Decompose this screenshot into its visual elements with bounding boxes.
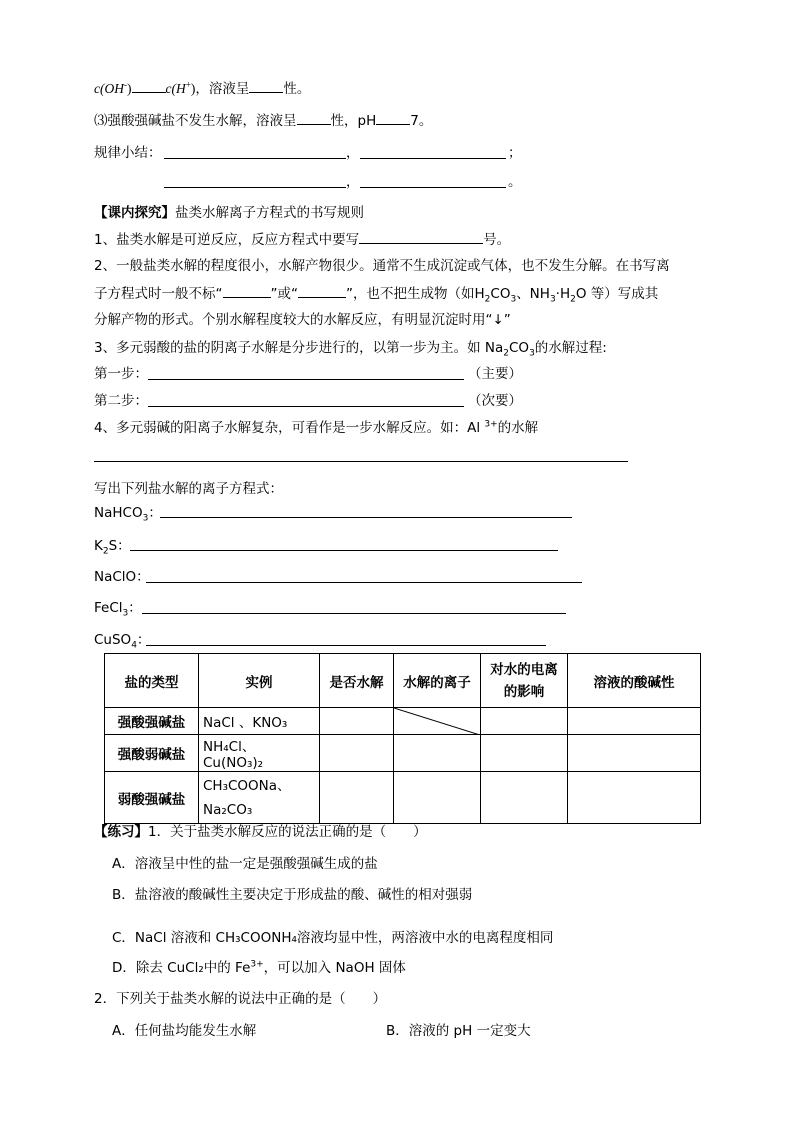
practice-2-question: 2．下列关于盐类水解的说法中正确的是（ ）: [94, 991, 387, 1007]
header-cell: 溶液的酸碱性: [568, 654, 701, 708]
rule-2-line-2: 子方程式时一般不标“ ”或“ ”，也不把生成物（如$H_2CO_3$、$NH_3\cdot H_2O$ 等）写成其: [94, 283, 658, 304]
slashed-cell: [394, 708, 481, 735]
practice-1-option-a[interactable]: A．溶液呈中性的盐一定是强酸强碱生成的盐: [112, 856, 378, 872]
table-row: [105, 708, 701, 735]
header-cell: 实例: [199, 654, 320, 708]
answer-cell[interactable]: [320, 772, 394, 824]
row-type: 强酸强碱盐: [105, 708, 199, 735]
summary-sep: ，: [346, 174, 360, 190]
header-cell: 对水的电离的影响: [481, 654, 568, 708]
practice-2-option-a[interactable]: A．任何盐均能发生水解: [112, 1023, 257, 1039]
table-row: [105, 772, 701, 824]
salt-naclo: NaClO：: [94, 569, 150, 585]
blank[interactable]: [132, 78, 166, 93]
header-cell: 盐的类型: [105, 654, 199, 708]
summary-end: 。: [508, 174, 522, 190]
salt-fecl3: FeCl$_3$：: [94, 600, 142, 619]
salt-cuso4: CuSO$_4$：: [94, 632, 151, 651]
summary-end: ；: [508, 145, 522, 161]
summary-sep: ，: [346, 145, 360, 161]
diagonal-slash: [394, 708, 480, 735]
answer-cell[interactable]: [481, 735, 568, 772]
answer-cell[interactable]: [320, 708, 394, 735]
table-row: [105, 735, 701, 772]
blank[interactable]: [297, 110, 331, 125]
blank[interactable]: [249, 78, 283, 93]
answer-cell[interactable]: [568, 772, 701, 824]
write-prompt: 写出下列盐水解的离子方程式：: [94, 481, 283, 497]
blank[interactable]: [298, 283, 346, 298]
answer-cell[interactable]: [394, 772, 481, 824]
header-cell: 是否水解: [320, 654, 394, 708]
salt-blank[interactable]: [142, 613, 566, 614]
step-2: 第二步：: [94, 393, 148, 409]
answer-cell[interactable]: [320, 735, 394, 772]
answer-cell[interactable]: [481, 772, 568, 824]
salt-blank[interactable]: [160, 517, 572, 518]
practice-1-option-c[interactable]: C．NaCl 溶液和 CH₃COONH₄溶液均显中性，两溶液中水的电离程度相同: [112, 930, 554, 946]
answer-cell[interactable]: [568, 735, 701, 772]
section-heading: 【课内探究】盐类水解离子方程式的书写规则: [94, 205, 364, 221]
rule-1: 1、盐类水解是可逆反应，反应方程式中要写 号。: [94, 229, 510, 250]
practice-2-option-b[interactable]: B．溶液的 pH 一定变大: [386, 1023, 531, 1039]
summary-blank-3[interactable]: [164, 187, 346, 188]
summary-blank-4[interactable]: [360, 187, 506, 188]
line-oh-h-compare: c(OH-) c(H+)，溶液呈 性。: [94, 79, 311, 96]
answer-cell[interactable]: [481, 708, 568, 735]
salt-k2s: $K_2S$：: [94, 538, 131, 557]
line-strong-salt: ⑶强酸强碱盐不发生水解，溶液呈 性，pH 7。: [94, 110, 432, 131]
step-2-note: （次要）: [468, 393, 522, 409]
summary-line-1: 规律小结：: [94, 145, 162, 161]
salt-type-table: [104, 653, 701, 824]
blank[interactable]: [376, 110, 410, 125]
step-2-blank[interactable]: [148, 406, 464, 407]
step-1-note: （主要）: [468, 366, 522, 382]
table-header-row: [105, 654, 701, 708]
answer-cell[interactable]: [568, 708, 701, 735]
row-example: CH₃COONa、 Na₂CO₃: [199, 772, 320, 824]
practice-1-option-b[interactable]: B．盐溶液的酸碱性主要决定于形成盐的酸、碱性的相对强弱: [112, 887, 473, 903]
rule-4-blank[interactable]: [94, 461, 628, 462]
rule-2-line-1: 2、一般盐类水解的程度很小，水解产物很少。通常不生成沉淀或气体，也不发生分解。在书写离: [94, 258, 670, 274]
salt-nahco3: NaHCO$_3$：: [94, 505, 162, 524]
step-1: 第一步：: [94, 366, 148, 382]
step-1-blank[interactable]: [148, 379, 464, 380]
practice-1-question: 【练习】1．关于盐类水解反应的说法正确的是（ ）: [94, 824, 427, 840]
blank[interactable]: [223, 283, 271, 298]
rule-2-line-3: 分解产物的形式。个别水解程度较大的水解反应，有明显沉淀时用“↓”: [94, 312, 511, 328]
header-cell: 水解的离子: [394, 654, 481, 708]
row-type: 强酸弱碱盐: [105, 735, 199, 772]
row-example: NaCl 、KNO₃: [199, 708, 320, 735]
summary-blank-2[interactable]: [360, 158, 506, 159]
row-example: NH₄Cl、Cu(NO₃)₂: [199, 735, 320, 772]
salt-blank[interactable]: [146, 645, 546, 646]
salt-blank[interactable]: [130, 550, 558, 551]
rule-3: 3、多元弱酸的盐的阴离子水解是分步进行的，以第一步为主。如 $Na_2CO_3$的水解过程:: [94, 340, 607, 359]
summary-blank-1[interactable]: [164, 158, 346, 159]
row-type: 弱酸强碱盐: [105, 772, 199, 824]
practice-1-option-d[interactable]: D．除去 CuCl₂中的 $Fe^{3+}$，可以加入 NaOH 固体: [112, 959, 406, 976]
rule-4: 4、多元弱碱的阳离子水解复杂，可看作是一步水解反应。如：Al $^{3+}$的水解: [94, 419, 539, 436]
blank[interactable]: [359, 229, 483, 244]
answer-cell[interactable]: [394, 735, 481, 772]
salt-blank[interactable]: [146, 582, 582, 583]
